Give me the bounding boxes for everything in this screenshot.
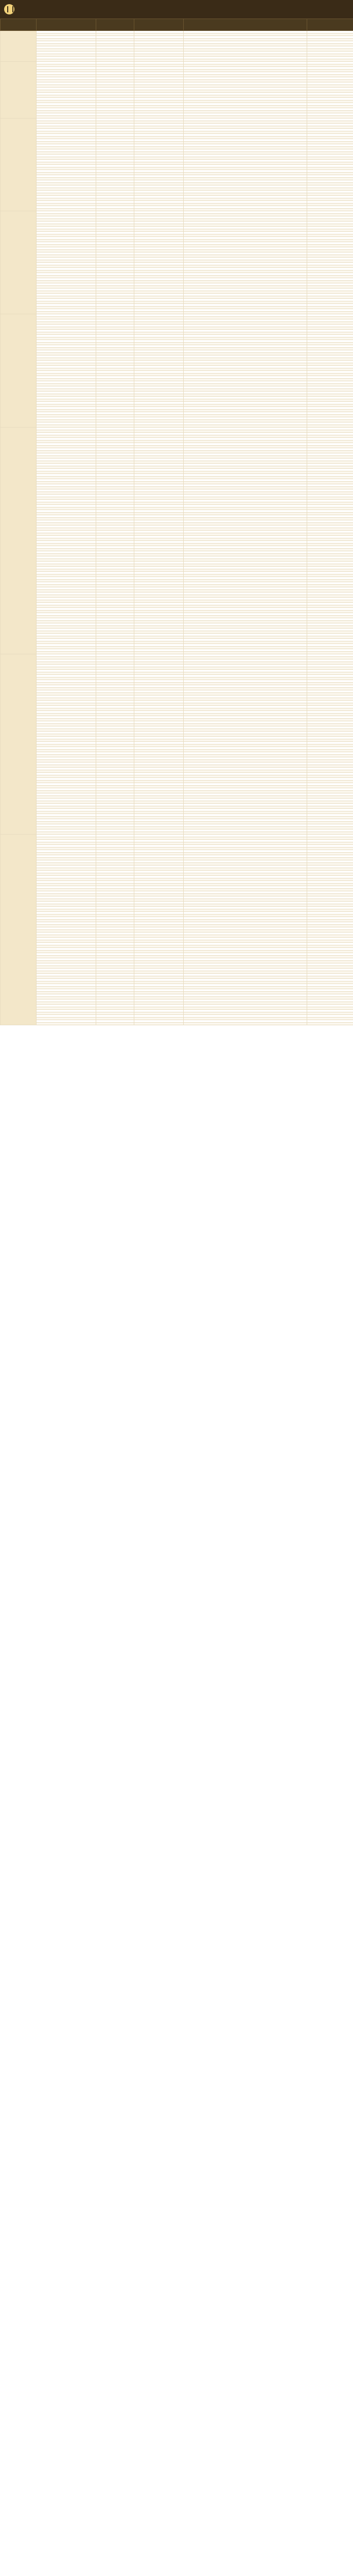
- investors-cell: [184, 1023, 307, 1025]
- sector-cell: [1, 835, 37, 1025]
- sector-cell: [1, 428, 37, 654]
- header-row: [1, 19, 353, 31]
- column-header: [307, 19, 353, 31]
- logo-icon: [4, 4, 14, 14]
- table-body: [1, 31, 353, 1025]
- sector-cell: [1, 62, 37, 118]
- column-header: [134, 19, 184, 31]
- company-cell: [37, 1023, 96, 1025]
- logo: [4, 3, 17, 15]
- round-cell: [96, 1023, 134, 1025]
- sector-cell: [1, 314, 37, 428]
- column-header: [184, 19, 307, 31]
- sector-cell: [1, 31, 37, 62]
- sector-cell: [1, 118, 37, 211]
- amount-cell: [134, 1023, 184, 1025]
- column-header: [96, 19, 134, 31]
- type-cell: [307, 1023, 353, 1025]
- header-bar: [0, 0, 353, 19]
- table-header: [1, 19, 353, 31]
- table-row: [1, 1023, 353, 1025]
- column-header: [1, 19, 37, 31]
- sector-cell: [1, 654, 37, 835]
- column-header: [37, 19, 96, 31]
- sector-cell: [1, 211, 37, 314]
- deals-table: [0, 19, 353, 1025]
